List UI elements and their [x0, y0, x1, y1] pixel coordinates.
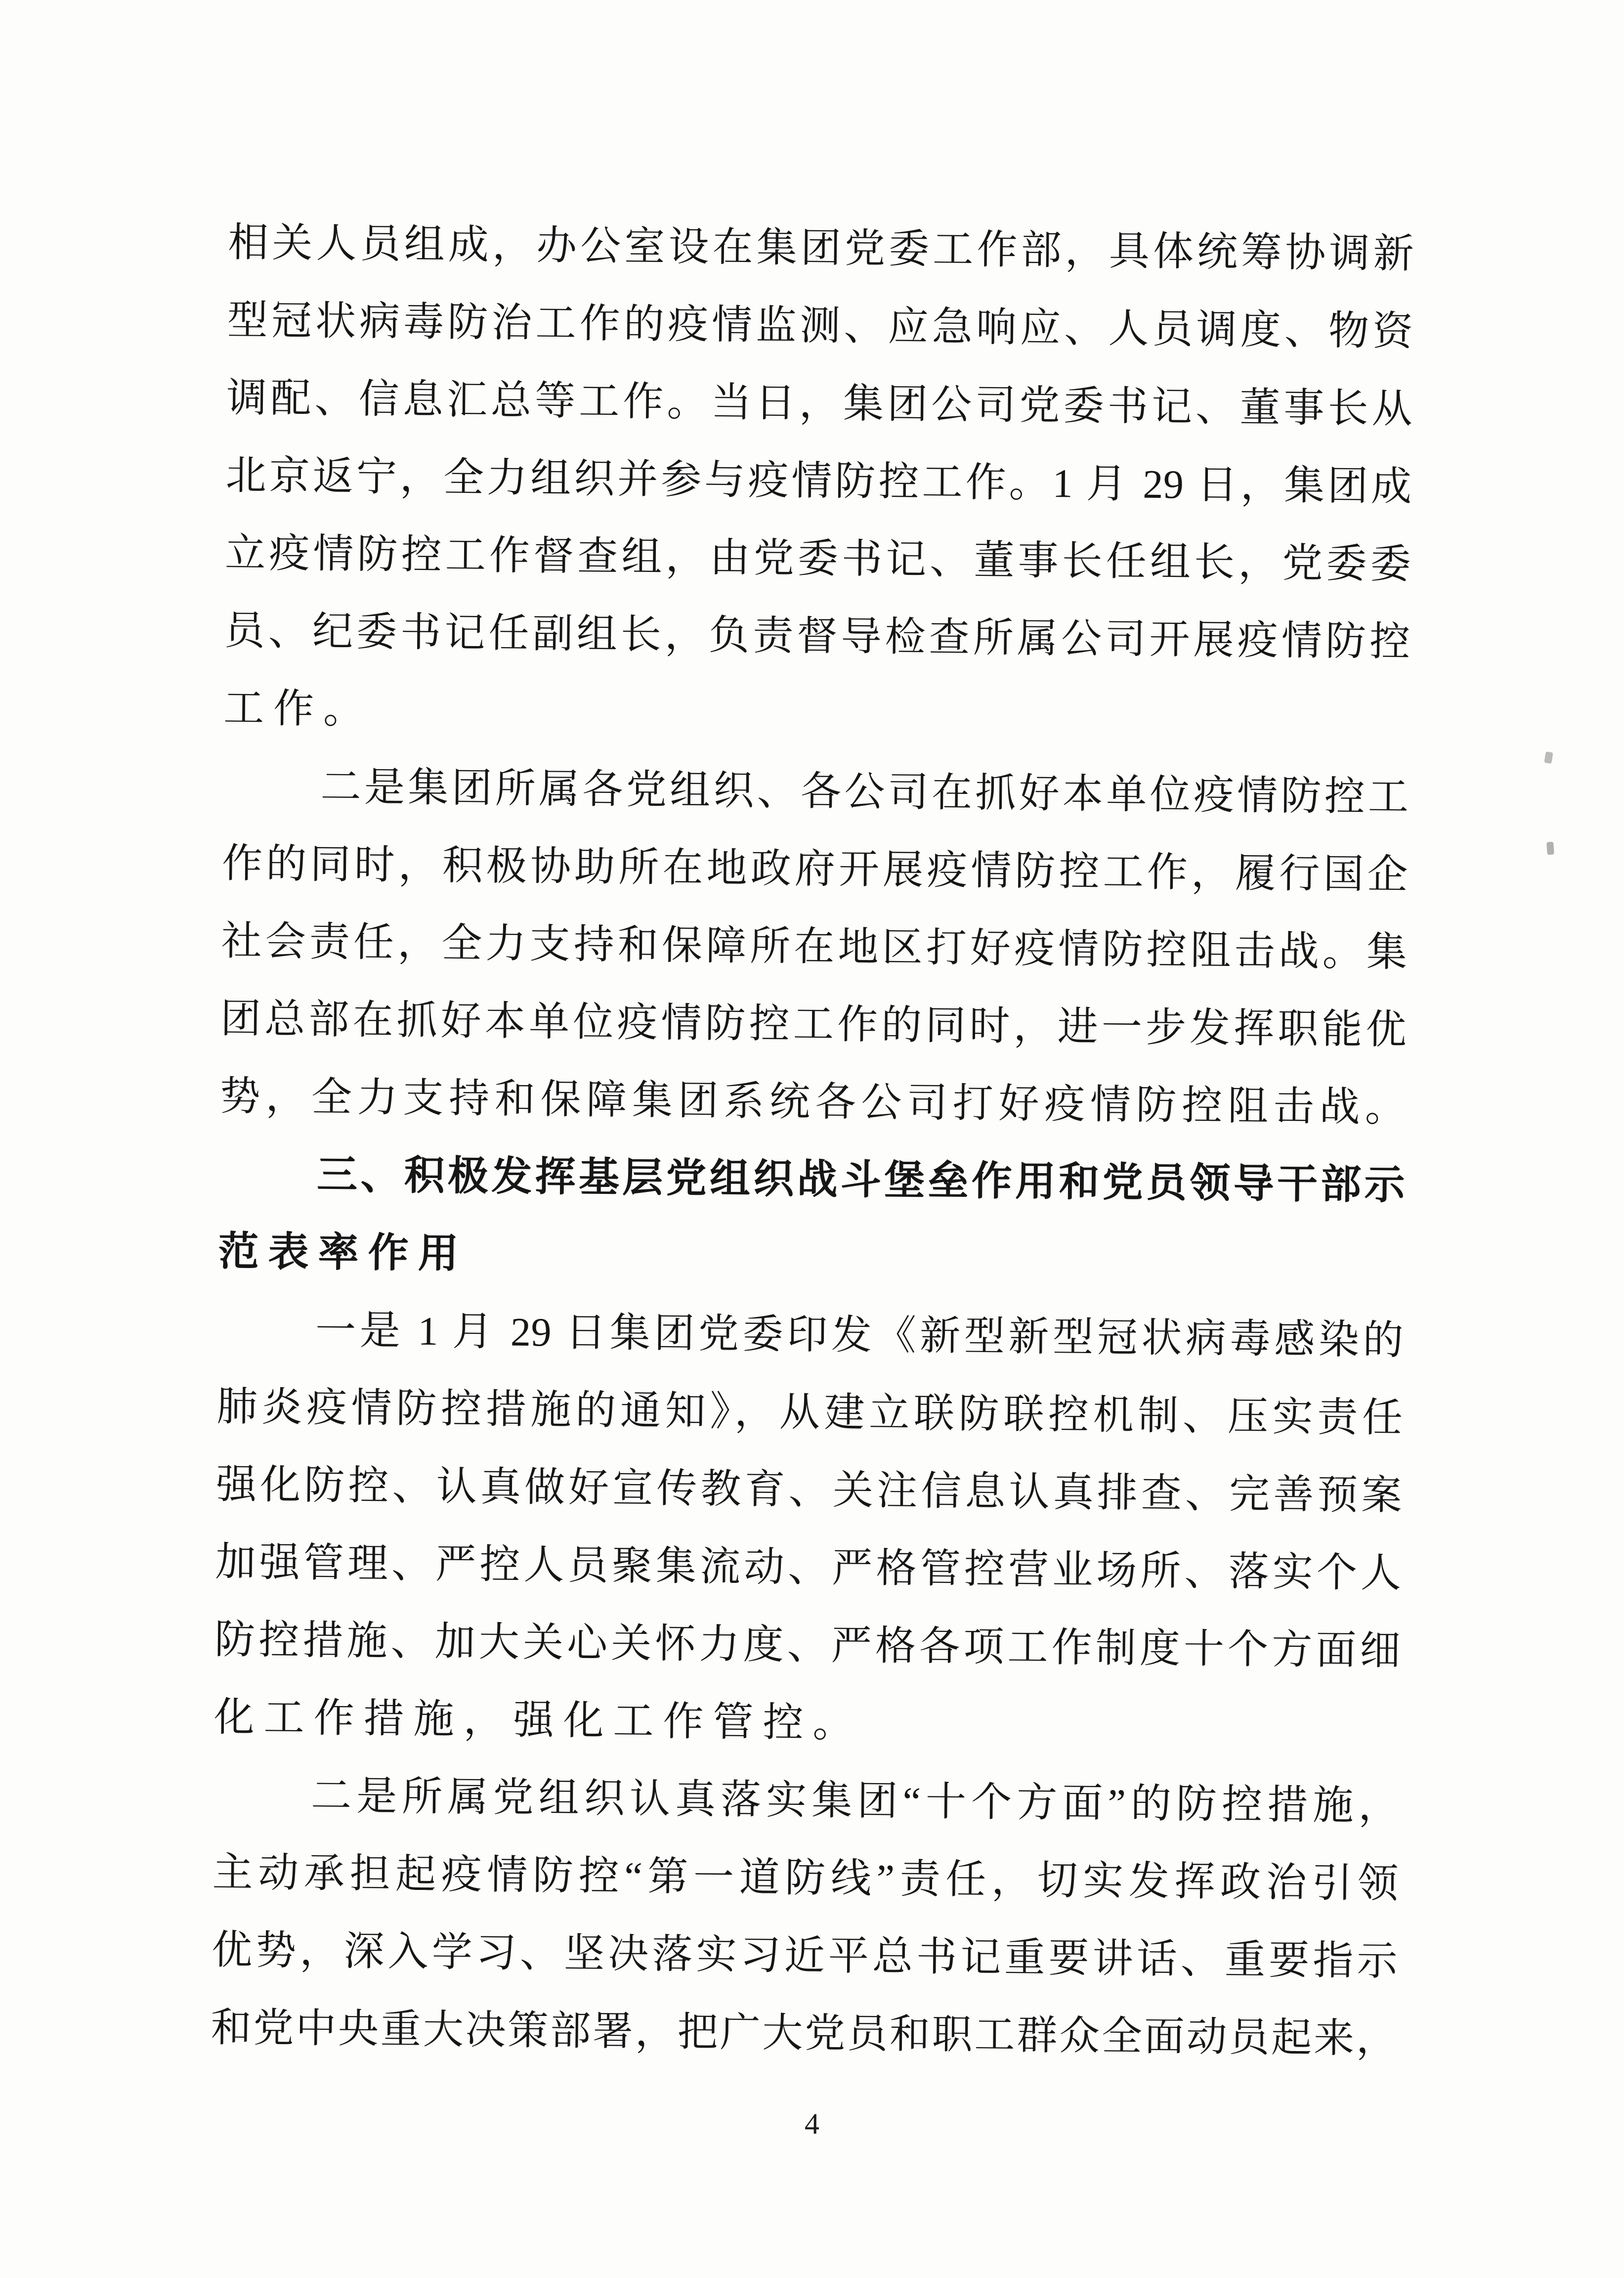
paragraph [223, 204, 1414, 758]
section-heading-line: 三、积极发挥基层党组织战斗堡垒作用和党员领导干部示 [316, 1152, 1406, 1208]
text-line: 势，全力支持和保障集团系统各公司打好疫情防控阻击战。 [219, 1073, 1406, 1130]
page-number: 4 [804, 2107, 820, 2141]
text-line: 型冠状病毒防治工作的疫情监测、应急响应、人员调度、物资 [227, 297, 1414, 354]
text-line: 员、纪委书记任副组长，负责督导检查所属公司开展疫情防控 [224, 608, 1411, 664]
paragraph [214, 1290, 1404, 1767]
text-line: 肺炎疫情防控措施的通知》，从建立联防联控机制、压实责任 [216, 1384, 1403, 1441]
text-line: 工作。 [223, 685, 374, 732]
paragraph [219, 747, 1409, 1146]
scan-artifact-speck [1544, 751, 1553, 764]
text-line: 立疫情防控工作督查组，由党委书记、董事长任组长，党委委 [224, 530, 1411, 587]
text-line: 优势，深入学习、坚决落实习近平总书记重要讲话、重要指示 [211, 1927, 1398, 1984]
text-line: 和党中央重大决策部署，把广大党员和职工群众全面动员起来， [211, 2005, 1397, 2061]
text-line: 北京返宁，全力组织并参与疫情防控工作。1 月 29 日，集团成 [225, 452, 1412, 510]
text-line: 强化防控、认真做好宣传教育、关注信息认真排查、完善预案 [215, 1461, 1403, 1518]
text-line: 化工作措施，强化工作管控。 [214, 1694, 863, 1746]
text-line: 加强管理、严控人员聚集流动、严格管控营业场所、落实个人 [215, 1539, 1402, 1596]
text-line: 团总部在抓好本单位疫情防控工作的同时，进一步发挥职能优 [220, 996, 1407, 1052]
section-heading [218, 1135, 1406, 1302]
text-line: 一是 1 月 29 日集团党委印发《新型新型冠状病毒感染的 [315, 1307, 1404, 1363]
document-text-block [211, 204, 1414, 2078]
text-line: 作的同时，积极协助所在地政府开展疫情防控工作，履行国企 [221, 840, 1409, 897]
text-line: 调配、信息汇总等工作。当日，集团公司党委书记、董事长从 [226, 375, 1413, 432]
scan-artifact-speck [1546, 842, 1554, 855]
text-line: 社会责任，全力支持和保障所在地区打好疫情防控阻击战。集 [221, 918, 1408, 975]
text-line: 二是集团所属各党组织、各公司在抓好本单位疫情防控工 [320, 764, 1410, 820]
text-line: 防控措施、加大关心关怀力度、严格各项工作制度十个方面细 [214, 1617, 1401, 1673]
text-line: 主动承担起疫情防控“第一道防线”责任，切实发挥政治引领 [212, 1849, 1399, 1906]
text-line: 二是所属党组织认真落实集团“十个方面”的防控措施， [310, 1773, 1400, 1829]
paragraph [211, 1756, 1400, 2078]
section-heading-line: 范表率作用 [218, 1228, 469, 1276]
text-line: 相关人员组成，办公室设在集团党委工作部，具体统筹协调新 [227, 219, 1414, 277]
